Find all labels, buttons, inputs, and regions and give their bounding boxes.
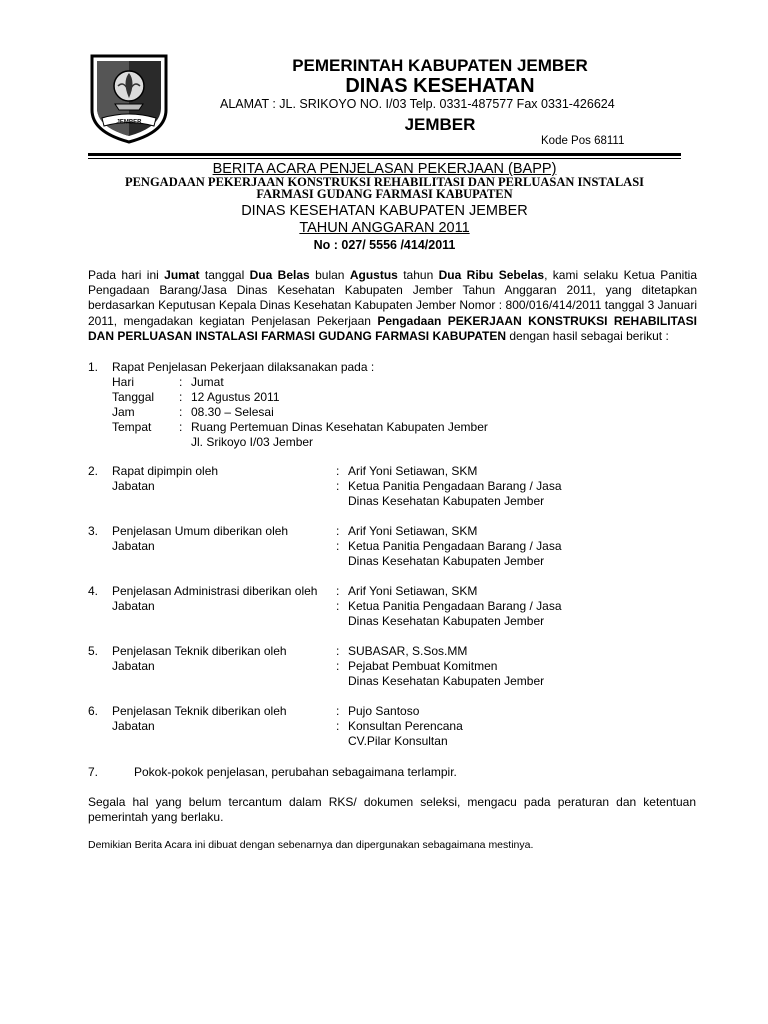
item-2-colon: : — [336, 464, 340, 478]
intro-text: Pada hari ini — [88, 268, 165, 282]
item-3-position: Ketua Panitia Pengadaan Barang / Jasa — [348, 539, 562, 553]
item-6-position-label: Jabatan — [112, 719, 155, 733]
item-4-number: 4. — [88, 584, 99, 598]
item-5-position: Pejabat Pembuat Komitmen — [348, 659, 498, 673]
item-3-colon: : — [336, 524, 340, 538]
item-3-position-label: Jabatan — [112, 539, 155, 553]
doc-subtitle-line2: FARMASI GUDANG FARMASI KABUPATEN — [256, 187, 513, 201]
item-6-number: 6. — [88, 704, 99, 718]
item-5-number: 5. — [88, 644, 99, 658]
item-5-label: Penjelasan Teknik diberikan oleh — [112, 644, 287, 658]
item-4-name: Arif Yoni Setiawan, SKM — [348, 584, 478, 598]
item-4-label: Penjelasan Administrasi diberikan oleh — [112, 584, 318, 598]
closing-paragraph: Segala hal yang belum tercantum dalam RKS/ dokumen seleksi, mengacu pada peraturan dan ketentuan pemerintah yang berlaku. — [88, 795, 696, 825]
header-city: JEMBER — [404, 115, 476, 134]
item-1-number: 1. — [88, 360, 99, 374]
item-1-title: Rapat Penjelasan Pekerjaan dilaksanakan pada : — [112, 360, 375, 374]
item-1-colon: : — [179, 375, 183, 389]
item-4-position: Ketua Panitia Pengadaan Barang / Jasa — [348, 599, 562, 613]
item-1-colon: : — [179, 390, 183, 404]
item-3-colon: : — [336, 539, 340, 553]
doc-number: No : 027/ 5556 /414/2011 — [313, 238, 456, 252]
item-1-colon: : — [179, 420, 183, 434]
doc-year — [88, 220, 681, 236]
item-2-name: Arif Yoni Setiawan, SKM — [348, 464, 478, 478]
logo-text: JEMBER — [116, 119, 142, 126]
header-department: DINAS KESEHATAN — [345, 75, 535, 97]
intro-month: Agustus — [349, 268, 398, 282]
item-7-number: 7. — [88, 765, 99, 779]
item-1-value-day: Jumat — [191, 375, 224, 389]
item-5-name: SUBASAR, S.Sos.MM — [348, 644, 468, 658]
doc-year-text: TAHUN ANGGARAN 2011 — [299, 220, 470, 236]
item-4-colon: : — [336, 599, 340, 613]
item-2-office: Dinas Kesehatan Kabupaten Jember — [348, 494, 545, 508]
item-7-text: Pokok-pokok penjelasan, perubahan sebagaimana terlampir. — [134, 765, 457, 779]
doc-department: DINAS KESEHATAN KABUPATEN JEMBER — [241, 203, 528, 219]
item-2-colon: : — [336, 479, 340, 493]
intro-text: tanggal — [199, 268, 250, 282]
intro-year: Dua Ribu Sebelas — [438, 268, 545, 282]
intro-date: Dua Belas — [249, 268, 310, 282]
item-1-label-place: Tempat — [112, 420, 152, 434]
item-2-label: Rapat dipimpin oleh — [112, 464, 219, 478]
item-3-name: Arif Yoni Setiawan, SKM — [348, 524, 478, 538]
item-5-colon: : — [336, 659, 340, 673]
item-5-position-label: Jabatan — [112, 659, 155, 673]
item-5-colon: : — [336, 644, 340, 658]
intro-day: Jumat — [164, 268, 200, 282]
header-government: PEMERINTAH KABUPATEN JEMBER — [292, 56, 588, 75]
item-1-value-time: 08.30 – Selesai — [191, 405, 274, 419]
item-1-value-date: 12 Agustus 2011 — [191, 390, 280, 404]
item-4-position-label: Jabatan — [112, 599, 155, 613]
item-3-office: Dinas Kesehatan Kabupaten Jember — [348, 554, 545, 568]
jember-regency-logo — [88, 52, 170, 144]
intro-text: , kami selaku Ketua Panitia Pengadaan Barang/Jasa Dinas Kesehatan Kabupaten Jember Tahun Anggaran 2011, yang ditetapkan berdasarkan Keputusan Kepala Dinas Kesehatan Kabupaten Jember Nomor : 800/016/414/2011 tanggal 3 Januari 2011, mengadakan kegiatan Penjelasan Pekerjaan — [88, 268, 697, 328]
item-1-value-place: Ruang Pertemuan Dinas Kesehatan Kabupaten Jember — [191, 420, 488, 434]
item-2-position-label: Jabatan — [112, 479, 155, 493]
item-3-number: 3. — [88, 524, 99, 538]
item-6-position: Konsultan Perencana — [348, 719, 463, 733]
item-1-label-day: Hari — [112, 375, 135, 389]
intro-paragraph — [88, 268, 697, 344]
doc-subtitle-line1: PENGADAAN PEKERJAAN KONSTRUKSI REHABILITASI DAN PERLUASAN INSTALASI — [124, 175, 645, 189]
item-6-name: Pujo Santoso — [348, 704, 420, 718]
item-4-office: Dinas Kesehatan Kabupaten Jember — [348, 614, 545, 628]
item-2-number: 2. — [88, 464, 99, 478]
item-6-label: Penjelasan Teknik diberikan oleh — [112, 704, 287, 718]
header-address: ALAMAT : JL. SRIKOYO NO. I/03 Telp. 0331-487577 Fax 0331-426624 — [220, 97, 615, 111]
item-1-label-date: Tanggal — [112, 390, 155, 404]
header-rule-thick — [88, 153, 681, 156]
header-rule-thin — [88, 158, 681, 159]
item-5-office: Dinas Kesehatan Kabupaten Jember — [348, 674, 545, 688]
header-postal-code: Kode Pos 68111 — [541, 135, 625, 147]
intro-text: tahun — [397, 268, 439, 282]
intro-text: bulan — [309, 268, 350, 282]
item-1-value-place-address: Jl. Srikoyo I/03 Jember — [191, 435, 314, 449]
closing-statement: Demikian Berita Acara ini dibuat dengan sebenarnya dan dipergunakan sebagaimana mestinya. — [88, 839, 534, 851]
item-3-label: Penjelasan Umum diberikan oleh — [112, 524, 289, 538]
intro-project-name: Pengadaan PEKERJAAN KONSTRUKSI REHABILITASI DAN PERLUASAN INSTALASI FARMASI GUDANG FARMASI KABUPATEN — [88, 313, 697, 343]
item-6-colon: : — [336, 719, 340, 733]
item-6-office: CV.Pilar Konsultan — [348, 734, 448, 748]
item-2-position: Ketua Panitia Pengadaan Barang / Jasa — [348, 479, 562, 493]
intro-text: dengan hasil sebagai berikut : — [506, 328, 669, 343]
item-1-colon: : — [179, 405, 183, 419]
doc-title-text: BERITA ACARA PENJELASAN PEKERJAAN (BAPP) — [212, 161, 557, 177]
item-1-label-time: Jam — [112, 405, 135, 419]
item-4-colon: : — [336, 584, 340, 598]
item-6-colon: : — [336, 704, 340, 718]
